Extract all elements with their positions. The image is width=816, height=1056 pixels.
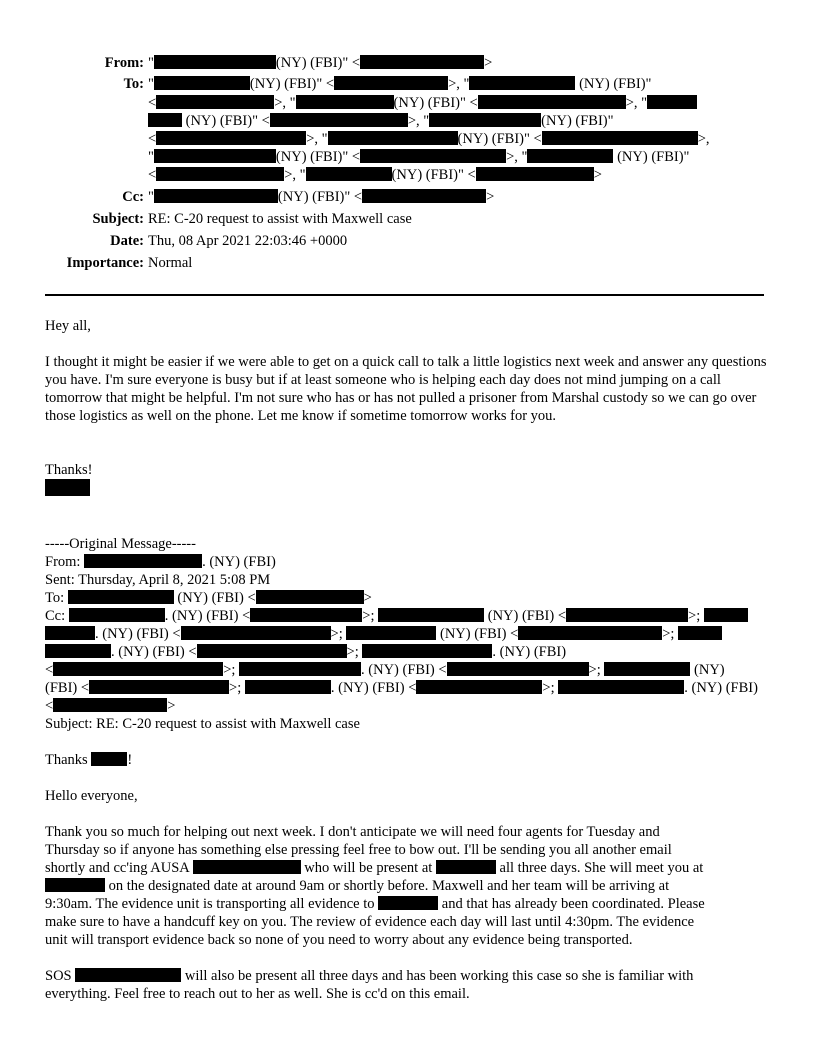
original-cc-line5: (FBI) < >; . (NY) (FBI) < >; . (NY) (FBI) xyxy=(45,680,758,696)
original-p2-line1: SOS will also be present all three days and has been working this case so she is familiar with xyxy=(45,968,694,984)
subject-value: RE: C-20 request to assist with Maxwell case xyxy=(148,211,412,227)
to-value-line2: < >, " (NY) (FBI)" < >, " xyxy=(148,94,697,112)
original-p2-line2: everything. Feel free to reach out to her as well. She is cc'd on this email. xyxy=(45,986,470,1002)
importance-value: Normal xyxy=(148,255,193,271)
to-value-line5: " (NY) (FBI)" < >, " (NY) (FBI)" xyxy=(148,149,690,165)
reply-paragraph: I thought it might be easier if we were able to get on a quick call to talk a little logistics next week and answer any questions you have. I'm sure everyone is busy but if at least someone who is helping each day does not mind jumping on a call tomorrow that might be helpful. I'm not sure who has or has not pulled a prisoner from Marshal custody so we can go over those logistics as well on the phone. Let me know if sometime tomorrow works for you. xyxy=(45,354,767,424)
original-cc-line6: < > xyxy=(45,698,176,714)
importance-label: Importance: xyxy=(66,255,144,271)
original-to: To: (NY) (FBI) < > xyxy=(45,590,372,606)
date-label: Date: xyxy=(110,233,144,249)
original-p1-line3: shortly and cc'ing AUSA who will be present at all three days. She will meet you at xyxy=(45,860,704,876)
original-from: From: . (NY) (FBI) xyxy=(45,554,276,570)
original-sent: Sent: Thursday, April 8, 2021 5:08 PM xyxy=(45,572,271,588)
cc-label: Cc: xyxy=(122,189,144,205)
original-p1-line1: Thank you so much for helping out next week. I don't anticipate we will need four agents for Tuesday and xyxy=(45,824,660,840)
original-hello: Hello everyone, xyxy=(45,788,138,804)
from-value: " (NY) (FBI)" < > xyxy=(148,55,493,71)
to-value-line1: " (NY) (FBI)" < >, " (NY) (FBI)" xyxy=(148,76,652,92)
original-cc-line4: < >; . (NY) (FBI) < >; (NY) xyxy=(45,662,725,678)
greeting: Hey all, xyxy=(45,318,91,334)
subject-label: Subject: xyxy=(92,211,144,227)
signature-redaction xyxy=(45,479,90,499)
original-p1-line2: Thursday so if anyone has something else pressing feel free to bow out. I'll be sending you all another email xyxy=(45,842,672,858)
from-label: From: xyxy=(104,55,144,71)
original-p1-line5: 9:30am. The evidence unit is transporting all evidence to and that has already been coordinated. Please xyxy=(45,896,705,912)
original-cc-line3: . (NY) (FBI) < >; . (NY) (FBI) xyxy=(45,643,566,661)
to-label: To: xyxy=(123,76,144,92)
header-divider xyxy=(45,294,764,296)
original-p1-line7: unit will transport evidence back so none of you need to worry about any evidence being transported. xyxy=(45,932,633,948)
original-thanks: Thanks ! xyxy=(45,752,133,768)
cc-value: " (NY) (FBI)" < > xyxy=(148,189,495,205)
reply-thanks: Thanks! xyxy=(45,462,93,478)
original-cc-line2: . (NY) (FBI) < >; (NY) (FBI) < >; xyxy=(45,625,722,643)
to-value-line3: (NY) (FBI)" < >, " (NY) (FBI)" xyxy=(148,112,614,130)
to-value-line6: < >, " (NY) (FBI)" < > xyxy=(148,167,602,183)
original-p1-line4: on the designated date at around 9am or shortly before. Maxwell and her team will be arriving at xyxy=(45,877,669,895)
to-value-line4: < >, " (NY) (FBI)" < >, xyxy=(148,131,710,147)
original-message-heading: -----Original Message----- xyxy=(45,536,196,552)
original-cc-line1: Cc: . (NY) (FBI) < >; (NY) (FBI) < >; xyxy=(45,607,748,625)
original-subject: Subject: RE: C-20 request to assist with Maxwell case xyxy=(45,716,360,732)
date-value: Thu, 08 Apr 2021 22:03:46 +0000 xyxy=(148,233,348,249)
original-p1-line6: make sure to have a handcuff key on you. The review of evidence each day will last until 4:30pm. The evidence xyxy=(45,914,695,930)
